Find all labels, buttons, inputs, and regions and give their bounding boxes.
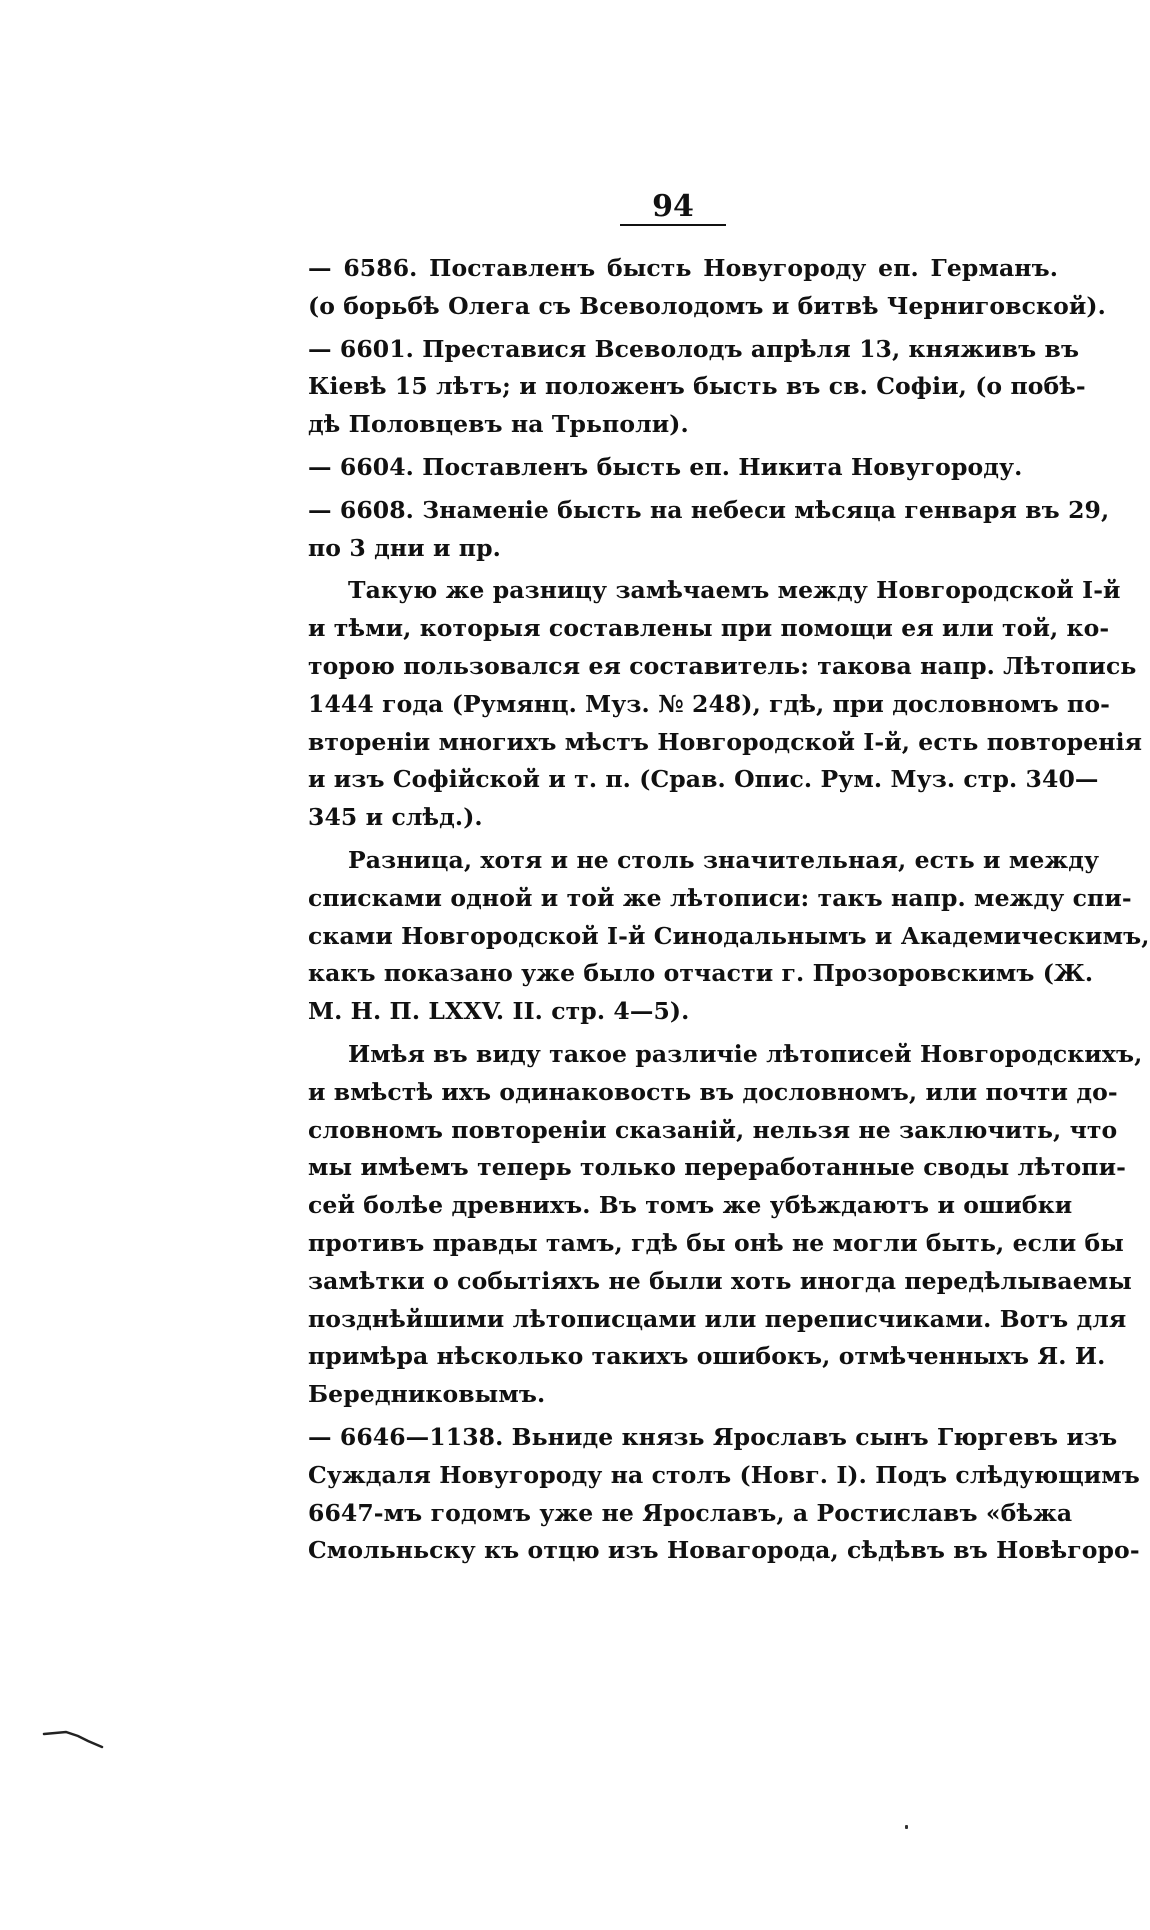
text-line: Смольньску къ отцю изъ Новагорода, сѣдѣвъ въ Новѣгоро- <box>308 1536 1140 1565</box>
text-line: и вмѣстѣ ихъ одинаковость въ дословномъ, или почти до- <box>308 1077 1118 1106</box>
body-text <box>308 250 1150 1575</box>
text-line: по 3 дни и пр. <box>308 533 501 562</box>
text-line: Суждаля Новугороду на столъ (Новг. I). Подъ слѣдующимъ <box>308 1460 1140 1489</box>
scan-mark-icon <box>42 1728 106 1748</box>
page-number: 94 <box>652 189 694 224</box>
text-line: — 6604. Поставленъ бысть еп. Никита Новугороду. <box>308 452 1023 481</box>
text-line: и тѣми, которыя составлены при помощи ея или той, ко- <box>308 614 1110 643</box>
text-line: замѣтки о событіяхъ не были хоть иногда передѣлываемы <box>308 1266 1132 1295</box>
text-line: Кіевѣ 15 лѣтъ; и положенъ бысть въ св. Софіи, (о побѣ- <box>308 372 1086 401</box>
text-line: противъ правды тамъ, гдѣ бы онѣ не могли быть, если бы <box>308 1228 1124 1257</box>
paragraph-copies <box>308 842 1150 1031</box>
text-line: 1444 года (Румянц. Муз. № 248), гдѣ, при дословномъ по- <box>308 689 1110 718</box>
text-line: — 6586. Поставленъ бысть Новугороду еп. Германъ. <box>308 254 1058 282</box>
text-line: вторенiи многихъ мѣстъ Новгородской I-й, есть повторенія <box>308 727 1143 756</box>
paragraph-conclusion <box>308 1036 1143 1414</box>
text-line: 6647-мъ годомъ уже не Ярославъ, а Ростиславъ «бѣжа <box>308 1498 1073 1527</box>
entry-6608 <box>308 492 1110 568</box>
text-line: торою пользовался ея составитель: такова напр. Лѣтопись <box>308 651 1137 680</box>
text-line: 345 и слѣд.). <box>308 803 483 832</box>
scan-dot-icon <box>905 1825 908 1829</box>
text-line: — 6601. Преставися Всеволодъ апрѣля 13, княживъ въ <box>308 334 1080 363</box>
text-line: — 6608. Знаменіе бысть на небеси мѣсяца генваря въ 29, <box>308 495 1110 524</box>
page-number-rule <box>620 224 726 226</box>
text-line: списками одной и той же лѣтописи: такъ напр. между спи- <box>308 883 1132 912</box>
text-line: Разница, хотя и не столь значительная, есть и между <box>348 845 1100 874</box>
text-line: Такую же разницу замѣчаемъ между Новгородской I-й <box>348 576 1121 605</box>
text-line: словномъ повторенiи сказаній, нельзя не заключить, что <box>308 1115 1118 1144</box>
text-line: — 6646—1138. Вьниде князь Ярославъ сынъ Гюргевъ изъ <box>308 1422 1118 1451</box>
text-line: сей болѣе древнихъ. Въ томъ же убѣждаютъ и ошибки <box>308 1191 1073 1220</box>
text-line: позднѣйшими лѣтописцами или переписчиками. Вотъ для <box>308 1304 1127 1333</box>
text-line: мы имѣемъ теперь только переработанные своды лѣтопи- <box>308 1153 1126 1182</box>
text-line: (о борьбѣ Олега съ Всеволодомъ и битвѣ Черниговской). <box>308 291 1106 320</box>
text-line: какъ показано уже было отчасти г. Прозоровскимъ (Ж. <box>308 959 1094 988</box>
entry-6646 <box>308 1419 1140 1570</box>
text-line: М. Н. П. LXXV. II. стр. 4—5). <box>308 997 690 1026</box>
text-line: сками Новгородской I-й Синодальнымъ и Академическимъ, <box>308 921 1150 950</box>
text-line: Бередниковымъ. <box>308 1380 546 1409</box>
entry-6586 <box>308 250 1106 326</box>
text-line: и изъ Софійской и т. п. (Срав. Опис. Рум. Муз. стр. 340— <box>308 765 1099 794</box>
paragraph-differences <box>308 572 1143 837</box>
entry-6604 <box>308 449 1058 487</box>
text-line: Имѣя въ виду такое различіе лѣтописей Новгородскихъ, <box>348 1039 1143 1068</box>
text-line: дѣ Половцевъ на Трьполи). <box>308 410 689 439</box>
entry-6601 <box>308 331 1086 444</box>
text-line: примѣра нѣсколько такихъ ошибокъ, отмѣченныхъ Я. И. <box>308 1342 1106 1371</box>
